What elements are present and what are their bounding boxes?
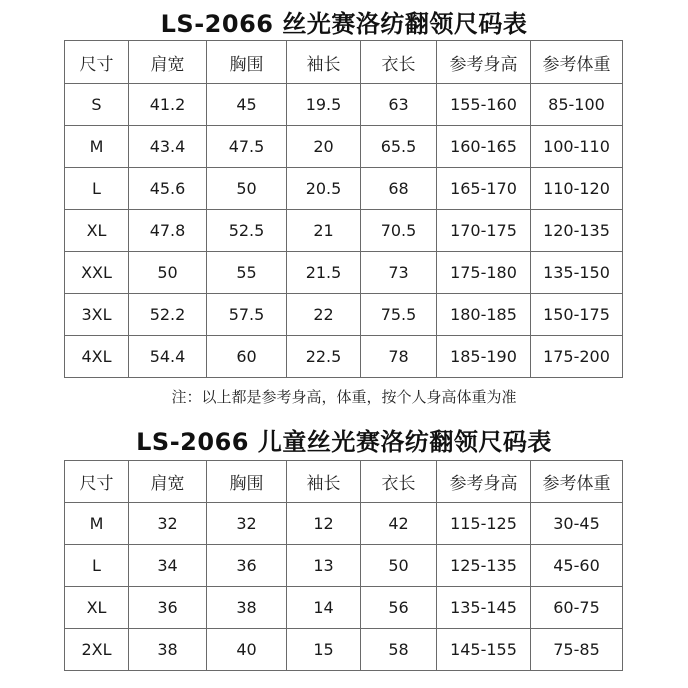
- adult-cell-ref-weight: 85-100: [531, 84, 623, 126]
- kids-header-row: [65, 461, 623, 503]
- kids-cell-length: 50: [361, 545, 437, 587]
- adult-cell-chest: 47.5: [207, 126, 287, 168]
- adult-cell-size: XL: [65, 210, 129, 252]
- kids-header-ref-height: 参考身高: [437, 461, 531, 503]
- kids-cell-chest: 40: [207, 629, 287, 671]
- adult-cell-shoulder: 50: [129, 252, 207, 294]
- adult-cell-sleeve: 22: [287, 294, 361, 336]
- adult-cell-ref-height: 170-175: [437, 210, 531, 252]
- adult-cell-length: 68: [361, 168, 437, 210]
- adult-cell-ref-weight: 175-200: [531, 336, 623, 378]
- kids-cell-chest: 38: [207, 587, 287, 629]
- kids-cell-size: XL: [65, 587, 129, 629]
- adult-cell-size: 4XL: [65, 336, 129, 378]
- adult-cell-chest: 50: [207, 168, 287, 210]
- kids-cell-sleeve: 14: [287, 587, 361, 629]
- adult-table-row: [65, 168, 623, 210]
- kids-cell-shoulder: 38: [129, 629, 207, 671]
- adult-cell-ref-weight: 135-150: [531, 252, 623, 294]
- adult-cell-shoulder: 52.2: [129, 294, 207, 336]
- kids-table-row: [65, 587, 623, 629]
- adult-cell-ref-weight: 100-110: [531, 126, 623, 168]
- kids-header-length: 衣长: [361, 461, 437, 503]
- adult-cell-size: 3XL: [65, 294, 129, 336]
- adult-size-table-body: [65, 41, 623, 378]
- adult-cell-sleeve: 21: [287, 210, 361, 252]
- adult-table-row: [65, 294, 623, 336]
- kids-size-table-body: [65, 461, 623, 671]
- adult-table-row: [65, 84, 623, 126]
- adult-cell-size: M: [65, 126, 129, 168]
- adult-table-row: [65, 210, 623, 252]
- adult-cell-size: S: [65, 84, 129, 126]
- kids-cell-ref-height: 145-155: [437, 629, 531, 671]
- kids-size-table: [64, 460, 623, 671]
- kids-cell-ref-weight: 60-75: [531, 587, 623, 629]
- adult-cell-shoulder: 43.4: [129, 126, 207, 168]
- kids-header-chest: 胸围: [207, 461, 287, 503]
- adult-cell-length: 70.5: [361, 210, 437, 252]
- kids-table-row: [65, 503, 623, 545]
- kids-cell-sleeve: 13: [287, 545, 361, 587]
- kids-cell-sleeve: 15: [287, 629, 361, 671]
- adult-cell-size: L: [65, 168, 129, 210]
- kids-cell-ref-height: 115-125: [437, 503, 531, 545]
- kids-cell-size: L: [65, 545, 129, 587]
- adult-table-row: [65, 126, 623, 168]
- kids-cell-size: M: [65, 503, 129, 545]
- adult-cell-shoulder: 54.4: [129, 336, 207, 378]
- adult-header-ref-height: 参考身高: [437, 41, 531, 84]
- kids-cell-chest: 32: [207, 503, 287, 545]
- adult-cell-chest: 52.5: [207, 210, 287, 252]
- kids-cell-length: 58: [361, 629, 437, 671]
- kids-cell-ref-height: 135-145: [437, 587, 531, 629]
- adult-header-sleeve: 袖长: [287, 41, 361, 84]
- kids-cell-ref-weight: 75-85: [531, 629, 623, 671]
- adult-cell-ref-height: 160-165: [437, 126, 531, 168]
- adult-cell-chest: 45: [207, 84, 287, 126]
- adult-header-size: 尺寸: [65, 41, 129, 84]
- kids-cell-length: 56: [361, 587, 437, 629]
- adult-cell-shoulder: 41.2: [129, 84, 207, 126]
- adult-cell-length: 78: [361, 336, 437, 378]
- adult-cell-sleeve: 20.5: [287, 168, 361, 210]
- adult-cell-sleeve: 20: [287, 126, 361, 168]
- adult-cell-ref-weight: 110-120: [531, 168, 623, 210]
- adult-header-length: 衣长: [361, 41, 437, 84]
- kids-header-sleeve: 袖长: [287, 461, 361, 503]
- adult-cell-sleeve: 22.5: [287, 336, 361, 378]
- kids-header-ref-weight: 参考体重: [531, 461, 623, 503]
- adult-cell-chest: 60: [207, 336, 287, 378]
- adult-table-row: [65, 252, 623, 294]
- kids-cell-ref-weight: 45-60: [531, 545, 623, 587]
- adult-header-row: [65, 41, 623, 84]
- adult-cell-length: 75.5: [361, 294, 437, 336]
- adult-cell-length: 63: [361, 84, 437, 126]
- kids-cell-sleeve: 12: [287, 503, 361, 545]
- size-note: 注：以上都是参考身高，体重，按个人身高体重为准: [171, 388, 517, 406]
- adult-cell-sleeve: 19.5: [287, 84, 361, 126]
- kids-cell-chest: 36: [207, 545, 287, 587]
- adult-cell-length: 65.5: [361, 126, 437, 168]
- kids-cell-shoulder: 34: [129, 545, 207, 587]
- adult-size-table: [64, 40, 623, 378]
- kids-cell-shoulder: 36: [129, 587, 207, 629]
- kids-size-chart-title: LS-2066 儿童丝光赛洛纺翻领尺码表: [136, 428, 552, 456]
- kids-cell-shoulder: 32: [129, 503, 207, 545]
- adult-cell-ref-weight: 150-175: [531, 294, 623, 336]
- kids-cell-length: 42: [361, 503, 437, 545]
- adult-header-chest: 胸围: [207, 41, 287, 84]
- adult-size-chart-title: LS-2066 丝光赛洛纺翻领尺码表: [160, 10, 528, 38]
- adult-cell-sleeve: 21.5: [287, 252, 361, 294]
- kids-table-row: [65, 545, 623, 587]
- adult-cell-length: 73: [361, 252, 437, 294]
- adult-cell-size: XXL: [65, 252, 129, 294]
- adult-cell-ref-height: 180-185: [437, 294, 531, 336]
- adult-cell-ref-height: 185-190: [437, 336, 531, 378]
- adult-cell-shoulder: 47.8: [129, 210, 207, 252]
- adult-cell-ref-height: 165-170: [437, 168, 531, 210]
- kids-table-row: [65, 629, 623, 671]
- adult-header-shoulder: 肩宽: [129, 41, 207, 84]
- adult-cell-ref-weight: 120-135: [531, 210, 623, 252]
- adult-cell-chest: 55: [207, 252, 287, 294]
- kids-header-shoulder: 肩宽: [129, 461, 207, 503]
- kids-cell-ref-height: 125-135: [437, 545, 531, 587]
- kids-header-size: 尺寸: [65, 461, 129, 503]
- adult-cell-ref-height: 155-160: [437, 84, 531, 126]
- adult-table-row: [65, 336, 623, 378]
- kids-cell-ref-weight: 30-45: [531, 503, 623, 545]
- adult-cell-shoulder: 45.6: [129, 168, 207, 210]
- adult-cell-chest: 57.5: [207, 294, 287, 336]
- kids-cell-size: 2XL: [65, 629, 129, 671]
- adult-cell-ref-height: 175-180: [437, 252, 531, 294]
- adult-header-ref-weight: 参考体重: [531, 41, 623, 84]
